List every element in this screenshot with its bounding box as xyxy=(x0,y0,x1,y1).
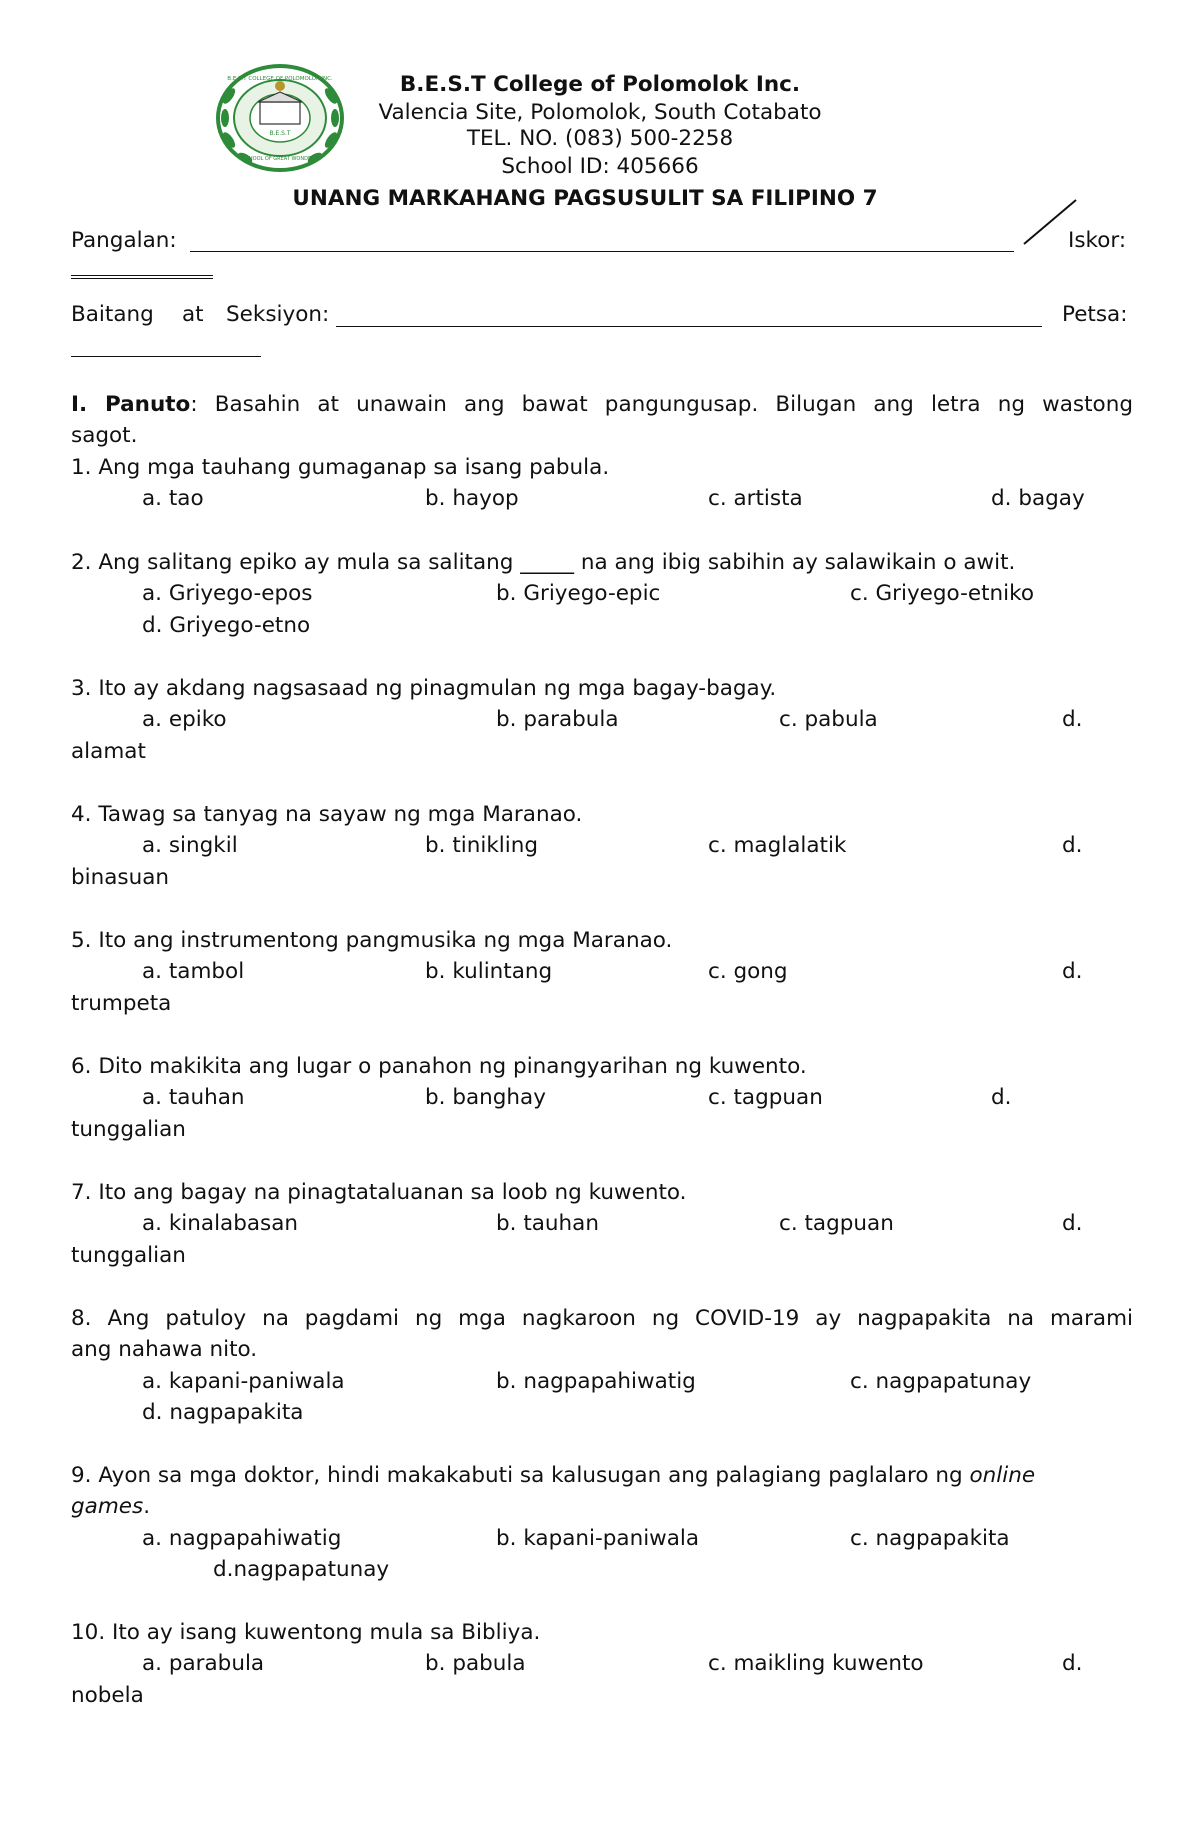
svg-text:SCHOOL OF GREAT WONDERS: SCHOOL OF GREAT WONDERS xyxy=(242,156,318,162)
exam-title: UNANG MARKAHANG PAGSUSULIT SA FILIPINO 7 xyxy=(292,186,878,211)
question-5: 5. Ito ang instrumentong pangmusika ng mga Maranao. xyxy=(71,928,673,953)
q10-option-b[interactable]: b. pabula xyxy=(425,1651,526,1676)
q4-option-b[interactable]: b. tinikling xyxy=(425,833,538,858)
q1-option-b[interactable]: b. hayop xyxy=(425,486,519,511)
q3-option-a[interactable]: a. epiko xyxy=(142,707,227,732)
question-8-cont: ang nahawa nito. xyxy=(71,1337,258,1362)
name-input-line[interactable] xyxy=(190,251,1014,252)
q5-option-b[interactable]: b. kulintang xyxy=(425,959,553,984)
question-2: 2. Ang salitang epiko ay mula sa salitang _____ na ang ibig sabihin ay salawikain o awit. xyxy=(71,550,1016,575)
grade-label-2: at xyxy=(182,302,204,327)
question-3: 3. Ito ay akdang nagsasaad ng pinagmulan ng mga bagay-bagay. xyxy=(71,676,777,701)
q10-option-c[interactable]: c. maikling kuwento xyxy=(708,1651,924,1676)
q6-option-d-letter[interactable]: d. xyxy=(991,1085,1012,1110)
q3-option-d-letter[interactable]: d. xyxy=(1062,707,1083,732)
q8-option-c[interactable]: c. nagpapatunay xyxy=(850,1369,1032,1394)
score-label: Iskor: xyxy=(1068,228,1127,253)
school-name: B.E.S.T College of Polomolok Inc. xyxy=(399,72,801,97)
question-4: 4. Tawag sa tanyag na sayaw ng mga Maranao. xyxy=(71,802,583,827)
q3-option-c[interactable]: c. pabula xyxy=(779,707,878,732)
school-address: Valencia Site, Polomolok, South Cotabato xyxy=(378,100,822,125)
q4-option-a[interactable]: a. singkil xyxy=(142,833,238,858)
date-input-line[interactable] xyxy=(71,356,261,357)
q3-option-b[interactable]: b. parabula xyxy=(496,707,619,732)
q8-option-a[interactable]: a. kapani-paniwala xyxy=(142,1369,345,1394)
q9-option-b[interactable]: b. kapani-paniwala xyxy=(496,1526,700,1551)
q5-option-d-letter[interactable]: d. xyxy=(1062,959,1083,984)
grade-label-3: Seksiyon: xyxy=(226,302,330,327)
q9-option-a[interactable]: a. nagpapahiwatig xyxy=(142,1526,342,1551)
q2-option-a[interactable]: a. Griyego-epos xyxy=(142,581,313,606)
name-label: Pangalan: xyxy=(71,228,177,253)
instructions-text-cont: sagot. xyxy=(71,423,138,448)
question-9-cont xyxy=(71,1494,150,1519)
q4-option-c[interactable]: c. maglalatik xyxy=(708,833,847,858)
question-9-text: 9. Ayon sa mga doktor, hindi makakabuti sa kalusugan ang palagiang paglalaro ng xyxy=(71,1463,970,1488)
q6-option-b[interactable]: b. banghay xyxy=(425,1085,546,1110)
svg-text:B.E.S.T: B.E.S.T xyxy=(269,130,291,137)
q6-option-d-text[interactable]: tunggalian xyxy=(71,1117,186,1142)
q1-option-c[interactable]: c. artista xyxy=(708,486,803,511)
q10-option-d-text[interactable]: nobela xyxy=(71,1683,144,1708)
q10-option-d-letter[interactable]: d. xyxy=(1062,1651,1083,1676)
q7-option-a[interactable]: a. kinalabasan xyxy=(142,1211,299,1236)
q9-option-d[interactable]: d.nagpapatunay xyxy=(213,1557,390,1582)
date-label: Petsa: xyxy=(1062,302,1128,327)
q7-option-d-letter[interactable]: d. xyxy=(1062,1211,1083,1236)
question-1: 1. Ang mga tauhang gumaganap sa isang pabula. xyxy=(71,455,610,480)
score-input-line[interactable] xyxy=(71,275,213,279)
school-id: School ID: 405666 xyxy=(501,154,699,179)
q3-option-d-text[interactable]: alamat xyxy=(71,739,146,764)
question-9-italic-cont: games xyxy=(71,1494,144,1519)
question-8: 8. Ang patuloy na pagdami ng mga nagkaroon ng COVID-19 ay nagpapakita na marami xyxy=(71,1306,1133,1331)
q5-option-c[interactable]: c. gong xyxy=(708,959,788,984)
q9-option-c[interactable]: c. nagpapakita xyxy=(850,1526,1010,1551)
instructions-text: : Basahin at unawain ang bawat pangungusap. Bilugan ang letra ng wastong xyxy=(190,392,1133,417)
question-9-italic: online xyxy=(969,1463,1036,1488)
q8-option-d[interactable]: d. nagpapakita xyxy=(142,1400,304,1425)
q1-option-d[interactable]: d. bagay xyxy=(991,486,1085,511)
q7-option-b[interactable]: b. tauhan xyxy=(496,1211,599,1236)
q4-option-d-text[interactable]: binasuan xyxy=(71,865,170,890)
school-telephone: TEL. NO. (083) 500-2258 xyxy=(466,126,734,151)
instructions-label: I. Panuto xyxy=(71,392,191,417)
q8-option-b[interactable]: b. nagpapahiwatig xyxy=(496,1369,696,1394)
q6-option-c[interactable]: c. tagpuan xyxy=(708,1085,823,1110)
q2-option-c[interactable]: c. Griyego-etniko xyxy=(850,581,1034,606)
q5-option-a[interactable]: a. tambol xyxy=(142,959,245,984)
question-10: 10. Ito ay isang kuwentong mula sa Bibliya. xyxy=(71,1620,541,1645)
q10-option-a[interactable]: a. parabula xyxy=(142,1651,265,1676)
q5-option-d-text[interactable]: trumpeta xyxy=(71,991,172,1016)
q2-option-d[interactable]: d. Griyego-etno xyxy=(142,613,311,638)
svg-text:B.E.S.T COLLEGE OF POLOMOLOK I: B.E.S.T COLLEGE OF POLOMOLOK INC. xyxy=(227,76,333,82)
question-9-end: . xyxy=(143,1494,151,1519)
q6-option-a[interactable]: a. tauhan xyxy=(142,1085,245,1110)
q1-option-a[interactable]: a. tao xyxy=(142,486,204,511)
section-input-line[interactable] xyxy=(336,326,1042,327)
q4-option-d-letter[interactable]: d. xyxy=(1062,833,1083,858)
q2-option-b[interactable]: b. Griyego-epic xyxy=(496,581,661,606)
question-9 xyxy=(71,1463,1035,1488)
question-7: 7. Ito ang bagay na pinagtataluanan sa loob ng kuwento. xyxy=(71,1180,687,1205)
question-6: 6. Dito makikita ang lugar o panahon ng pinangyarihan ng kuwento. xyxy=(71,1054,807,1079)
q7-option-d-text[interactable]: tunggalian xyxy=(71,1243,186,1268)
instructions xyxy=(71,392,1133,417)
grade-label-1: Baitang xyxy=(71,302,154,327)
q7-option-c[interactable]: c. tagpuan xyxy=(779,1211,894,1236)
